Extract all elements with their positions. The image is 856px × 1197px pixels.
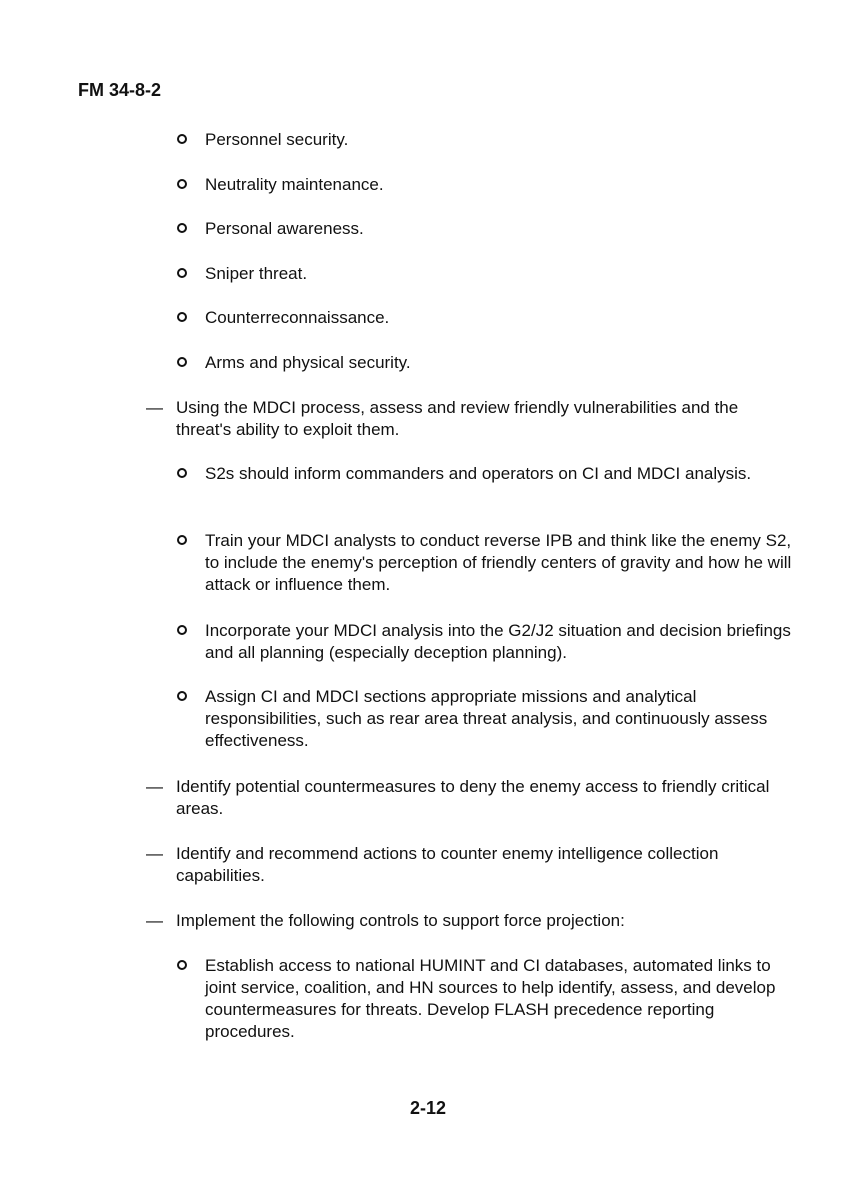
bullet-text: Establish access to national HUMINT and CI databases, automated links to joint service, coalition, and HN sources to help identify, assess, and develop countermeasures for threats. Develop FLASH precedence reporting procedures. — [205, 956, 776, 1041]
circle-bullet-icon — [177, 691, 187, 701]
bullet-text: Counterreconnaissance. — [205, 308, 390, 327]
bullet-text: Personnel security. — [205, 130, 349, 149]
dash-text: Using the MDCI process, assess and review friendly vulnerabilities and the threat's ability to exploit them. — [176, 398, 739, 439]
dash-item — [146, 776, 786, 820]
bullet-text: Arms and physical security. — [205, 353, 411, 372]
circle-bullet-icon — [177, 535, 187, 545]
dash-text: Identify and recommend actions to counter enemy intelligence collection capabilities. — [176, 844, 719, 885]
dash-bullet-icon: — — [146, 398, 163, 417]
dash-bullet-icon: — — [146, 777, 163, 796]
circle-bullet-icon — [177, 312, 187, 322]
bullet-text: Sniper threat. — [205, 264, 308, 283]
bullet-item — [205, 463, 795, 485]
circle-bullet-icon — [177, 357, 187, 367]
bullet-text: Personal awareness. — [205, 219, 364, 238]
circle-bullet-icon — [177, 268, 187, 278]
dash-text: Identify potential countermeasures to deny the enemy access to friendly critical areas. — [176, 777, 770, 818]
bullet-item — [205, 686, 795, 752]
circle-bullet-icon — [177, 134, 187, 144]
dash-bullet-icon: — — [146, 911, 163, 930]
bullet-item — [205, 263, 795, 285]
circle-bullet-icon — [177, 625, 187, 635]
bullet-text: Incorporate your MDCI analysis into the G2/J2 situation and decision briefings and all planning (especially deception planning). — [205, 621, 791, 662]
dash-bullet-icon: — — [146, 844, 163, 863]
bullet-text: Neutrality maintenance. — [205, 175, 384, 194]
bullet-item — [205, 620, 795, 664]
page-header: FM 34-8-2 — [78, 80, 162, 100]
circle-bullet-icon — [177, 223, 187, 233]
bullet-text: Train your MDCI analysts to conduct reverse IPB and think like the enemy S2, to include the enemy's perception of friendly centers of gravity and how he will attack or influence them. — [205, 531, 792, 594]
bullet-item — [205, 530, 795, 596]
dash-text: Implement the following controls to support force projection: — [176, 911, 625, 930]
bullet-item — [205, 352, 795, 374]
bullet-text: Assign CI and MDCI sections appropriate missions and analytical responsibilities, such as rear area threat analysis, and continuously assess effectiveness. — [205, 687, 768, 750]
bullet-item — [205, 218, 795, 240]
circle-bullet-icon — [177, 468, 187, 478]
dash-item — [146, 910, 786, 932]
bullet-item — [205, 955, 795, 1043]
dash-item — [146, 397, 786, 441]
circle-bullet-icon — [177, 960, 187, 970]
dash-item — [146, 843, 786, 887]
bullet-text: S2s should inform commanders and operators on CI and MDCI analysis. — [205, 464, 752, 483]
page-number: 2-12 — [409, 1098, 447, 1118]
bullet-item — [205, 129, 795, 151]
circle-bullet-icon — [177, 179, 187, 189]
bullet-item — [205, 174, 795, 196]
bullet-item — [205, 307, 795, 329]
